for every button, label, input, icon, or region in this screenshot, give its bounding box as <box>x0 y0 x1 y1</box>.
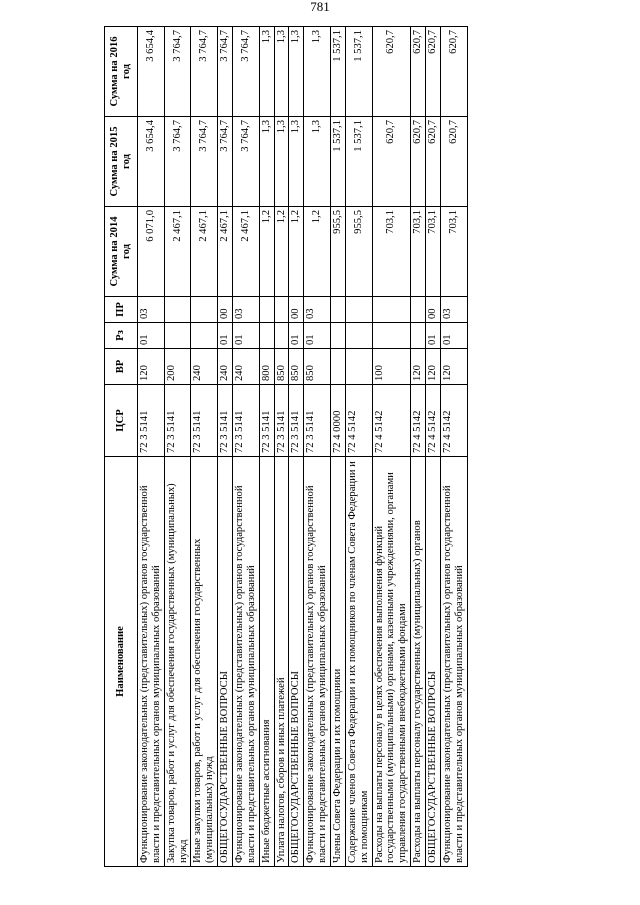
row-name: Расходы на выплаты персоналу государственных (муниципальных) органов <box>411 457 426 867</box>
row-pr <box>345 297 372 323</box>
table-row <box>164 27 191 867</box>
row-sum-2015: 3 764,7 <box>218 117 233 207</box>
row-rz: 01 <box>440 323 467 349</box>
row-rz <box>191 323 218 349</box>
table-header-row <box>105 27 138 867</box>
row-pr: 03 <box>440 297 467 323</box>
row-sum-2015: 3 764,7 <box>233 117 260 207</box>
header-sum-2016: Сумма на 2016 год <box>105 27 138 117</box>
row-pr <box>331 297 346 323</box>
row-vr: 240 <box>218 349 233 385</box>
table-row <box>259 27 274 867</box>
row-sum-2016: 3 764,7 <box>191 27 218 117</box>
row-sum-2014: 6 071,0 <box>138 207 165 297</box>
row-rz: 01 <box>138 323 165 349</box>
row-name: Функционирование законодательных (представительных) органов государственной власти и представительных органов муниципальных образований <box>233 457 260 867</box>
header-csr: ЦСР <box>105 385 138 457</box>
row-sum-2016: 620,7 <box>411 27 426 117</box>
table-row <box>411 27 426 867</box>
row-vr: 850 <box>289 349 304 385</box>
row-name: Иные закупки товаров, работ и услуг для обеспечения государственных (муниципальных) нужд <box>191 457 218 867</box>
row-vr: 120 <box>411 349 426 385</box>
row-vr: 120 <box>426 349 441 385</box>
row-sum-2016: 1,3 <box>259 27 274 117</box>
row-sum-2015: 3 764,7 <box>164 117 191 207</box>
row-vr: 200 <box>164 349 191 385</box>
row-sum-2016: 3 764,7 <box>164 27 191 117</box>
row-csr: 72 4 5142 <box>411 385 426 457</box>
row-sum-2014: 1,2 <box>274 207 289 297</box>
header-pr: ПР <box>105 297 138 323</box>
row-sum-2015: 620,7 <box>372 117 411 207</box>
row-sum-2016: 3 764,7 <box>233 27 260 117</box>
table-row <box>372 27 411 867</box>
row-sum-2014: 703,1 <box>372 207 411 297</box>
table-row <box>274 27 289 867</box>
row-pr: 00 <box>289 297 304 323</box>
row-csr: 72 3 5141 <box>138 385 165 457</box>
row-pr: 03 <box>138 297 165 323</box>
row-name: Закупка товаров, работ и услуг для обеспечения государственных (муниципальных) нужд <box>164 457 191 867</box>
table-row <box>138 27 165 867</box>
table-row <box>345 27 372 867</box>
row-name: Функционирование законодательных (представительных) органов государственной власти и представительных органов муниципальных образований <box>304 457 331 867</box>
row-sum-2015: 1,3 <box>304 117 331 207</box>
row-vr: 240 <box>233 349 260 385</box>
row-pr: 00 <box>426 297 441 323</box>
table-row <box>304 27 331 867</box>
row-csr: 72 3 5141 <box>259 385 274 457</box>
table-row <box>426 27 441 867</box>
row-pr <box>191 297 218 323</box>
row-sum-2016: 1 537,1 <box>345 27 372 117</box>
row-rz: 01 <box>426 323 441 349</box>
row-sum-2016: 1 537,1 <box>331 27 346 117</box>
row-name: ОБЩЕГОСУДАРСТВЕННЫЕ ВОПРОСЫ <box>289 457 304 867</box>
row-sum-2016: 1,3 <box>304 27 331 117</box>
row-vr: 240 <box>191 349 218 385</box>
row-name: Функционирование законодательных (представительных) органов государственной власти и представительных органов муниципальных образований <box>440 457 467 867</box>
row-vr: 120 <box>138 349 165 385</box>
header-rz: Рз <box>105 323 138 349</box>
row-csr: 72 3 5141 <box>233 385 260 457</box>
row-sum-2016: 620,7 <box>372 27 411 117</box>
row-sum-2016: 1,3 <box>274 27 289 117</box>
row-name: Содержание членов Совета Федерации и их помощников по членам Совета Федерации и их помощникам <box>345 457 372 867</box>
row-pr <box>274 297 289 323</box>
row-sum-2015: 1 537,1 <box>345 117 372 207</box>
table-row <box>191 27 218 867</box>
row-sum-2015: 620,7 <box>426 117 441 207</box>
row-name: ОБЩЕГОСУДАРСТВЕННЫЕ ВОПРОСЫ <box>426 457 441 867</box>
row-rz <box>411 323 426 349</box>
header-sum-2014: Сумма на 2014 год <box>105 207 138 297</box>
row-csr: 72 4 5142 <box>426 385 441 457</box>
row-csr: 72 4 0000 <box>331 385 346 457</box>
row-csr: 72 3 5141 <box>274 385 289 457</box>
row-csr: 72 4 5142 <box>372 385 411 457</box>
row-pr: 03 <box>233 297 260 323</box>
row-pr: 00 <box>218 297 233 323</box>
row-sum-2015: 1,3 <box>289 117 304 207</box>
row-pr <box>411 297 426 323</box>
row-rz <box>345 323 372 349</box>
table-row <box>440 27 467 867</box>
row-vr: 850 <box>304 349 331 385</box>
row-sum-2014: 955,5 <box>331 207 346 297</box>
row-sum-2014: 2 467,1 <box>164 207 191 297</box>
row-sum-2016: 3 764,7 <box>218 27 233 117</box>
row-sum-2014: 2 467,1 <box>218 207 233 297</box>
row-rz: 01 <box>304 323 331 349</box>
row-sum-2014: 703,1 <box>426 207 441 297</box>
row-pr <box>372 297 411 323</box>
row-sum-2014: 1,2 <box>304 207 331 297</box>
row-sum-2014: 2 467,1 <box>233 207 260 297</box>
row-csr: 72 3 5141 <box>191 385 218 457</box>
row-name: Члены Совета Федерации и их помощники <box>331 457 346 867</box>
row-rz: 01 <box>218 323 233 349</box>
row-sum-2015: 620,7 <box>440 117 467 207</box>
row-pr <box>259 297 274 323</box>
row-sum-2015: 620,7 <box>411 117 426 207</box>
row-csr: 72 3 5141 <box>218 385 233 457</box>
row-sum-2016: 1,3 <box>289 27 304 117</box>
row-sum-2015: 3 764,7 <box>191 117 218 207</box>
row-rz: 01 <box>289 323 304 349</box>
row-pr <box>164 297 191 323</box>
rotated-content <box>104 27 605 867</box>
row-rz <box>274 323 289 349</box>
row-pr: 03 <box>304 297 331 323</box>
table-row <box>289 27 304 867</box>
header-vr: ВР <box>105 349 138 385</box>
row-name: Расходы на выплаты персоналу в целях обеспечения выполнения функций государственными (муниципальными) органами, казенными учреждениями, органами управления государственными внебюджетными фондами <box>372 457 411 867</box>
row-sum-2014: 1,2 <box>289 207 304 297</box>
row-vr: 100 <box>372 349 411 385</box>
row-rz <box>164 323 191 349</box>
row-sum-2015: 3 654,4 <box>138 117 165 207</box>
row-vr: 120 <box>440 349 467 385</box>
row-rz <box>331 323 346 349</box>
row-sum-2014: 703,1 <box>411 207 426 297</box>
row-csr: 72 4 5142 <box>440 385 467 457</box>
table-row <box>233 27 260 867</box>
table-row <box>331 27 346 867</box>
row-name: Функционирование законодательных (представительных) органов государственной власти и представительных органов муниципальных образований <box>138 457 165 867</box>
row-sum-2015: 1 537,1 <box>331 117 346 207</box>
row-vr <box>331 349 346 385</box>
row-sum-2015: 1,3 <box>274 117 289 207</box>
row-vr: 800 <box>259 349 274 385</box>
page-number: 781 <box>310 0 330 14</box>
row-sum-2014: 955,5 <box>345 207 372 297</box>
row-rz <box>372 323 411 349</box>
row-csr: 72 3 5141 <box>289 385 304 457</box>
header-name: Наименование <box>105 457 138 867</box>
row-sum-2016: 620,7 <box>426 27 441 117</box>
row-sum-2015: 1,3 <box>259 117 274 207</box>
row-rz: 01 <box>233 323 260 349</box>
row-sum-2016: 3 654,4 <box>138 27 165 117</box>
budget-table <box>104 26 468 867</box>
row-sum-2016: 620,7 <box>440 27 467 117</box>
table-row <box>218 27 233 867</box>
row-csr: 72 3 5141 <box>304 385 331 457</box>
row-sum-2014: 1,2 <box>259 207 274 297</box>
header-sum-2015: Сумма на 2015 год <box>105 117 138 207</box>
row-name: Иные бюджетные ассигнования <box>259 457 274 867</box>
row-csr: 72 4 5142 <box>345 385 372 457</box>
row-csr: 72 3 5141 <box>164 385 191 457</box>
row-name: Уплата налогов, сборов и иных платежей <box>274 457 289 867</box>
row-sum-2014: 703,1 <box>440 207 467 297</box>
row-name: ОБЩЕГОСУДАРСТВЕННЫЕ ВОПРОСЫ <box>218 457 233 867</box>
row-vr: 850 <box>274 349 289 385</box>
row-rz <box>259 323 274 349</box>
row-vr <box>345 349 372 385</box>
row-sum-2014: 2 467,1 <box>191 207 218 297</box>
